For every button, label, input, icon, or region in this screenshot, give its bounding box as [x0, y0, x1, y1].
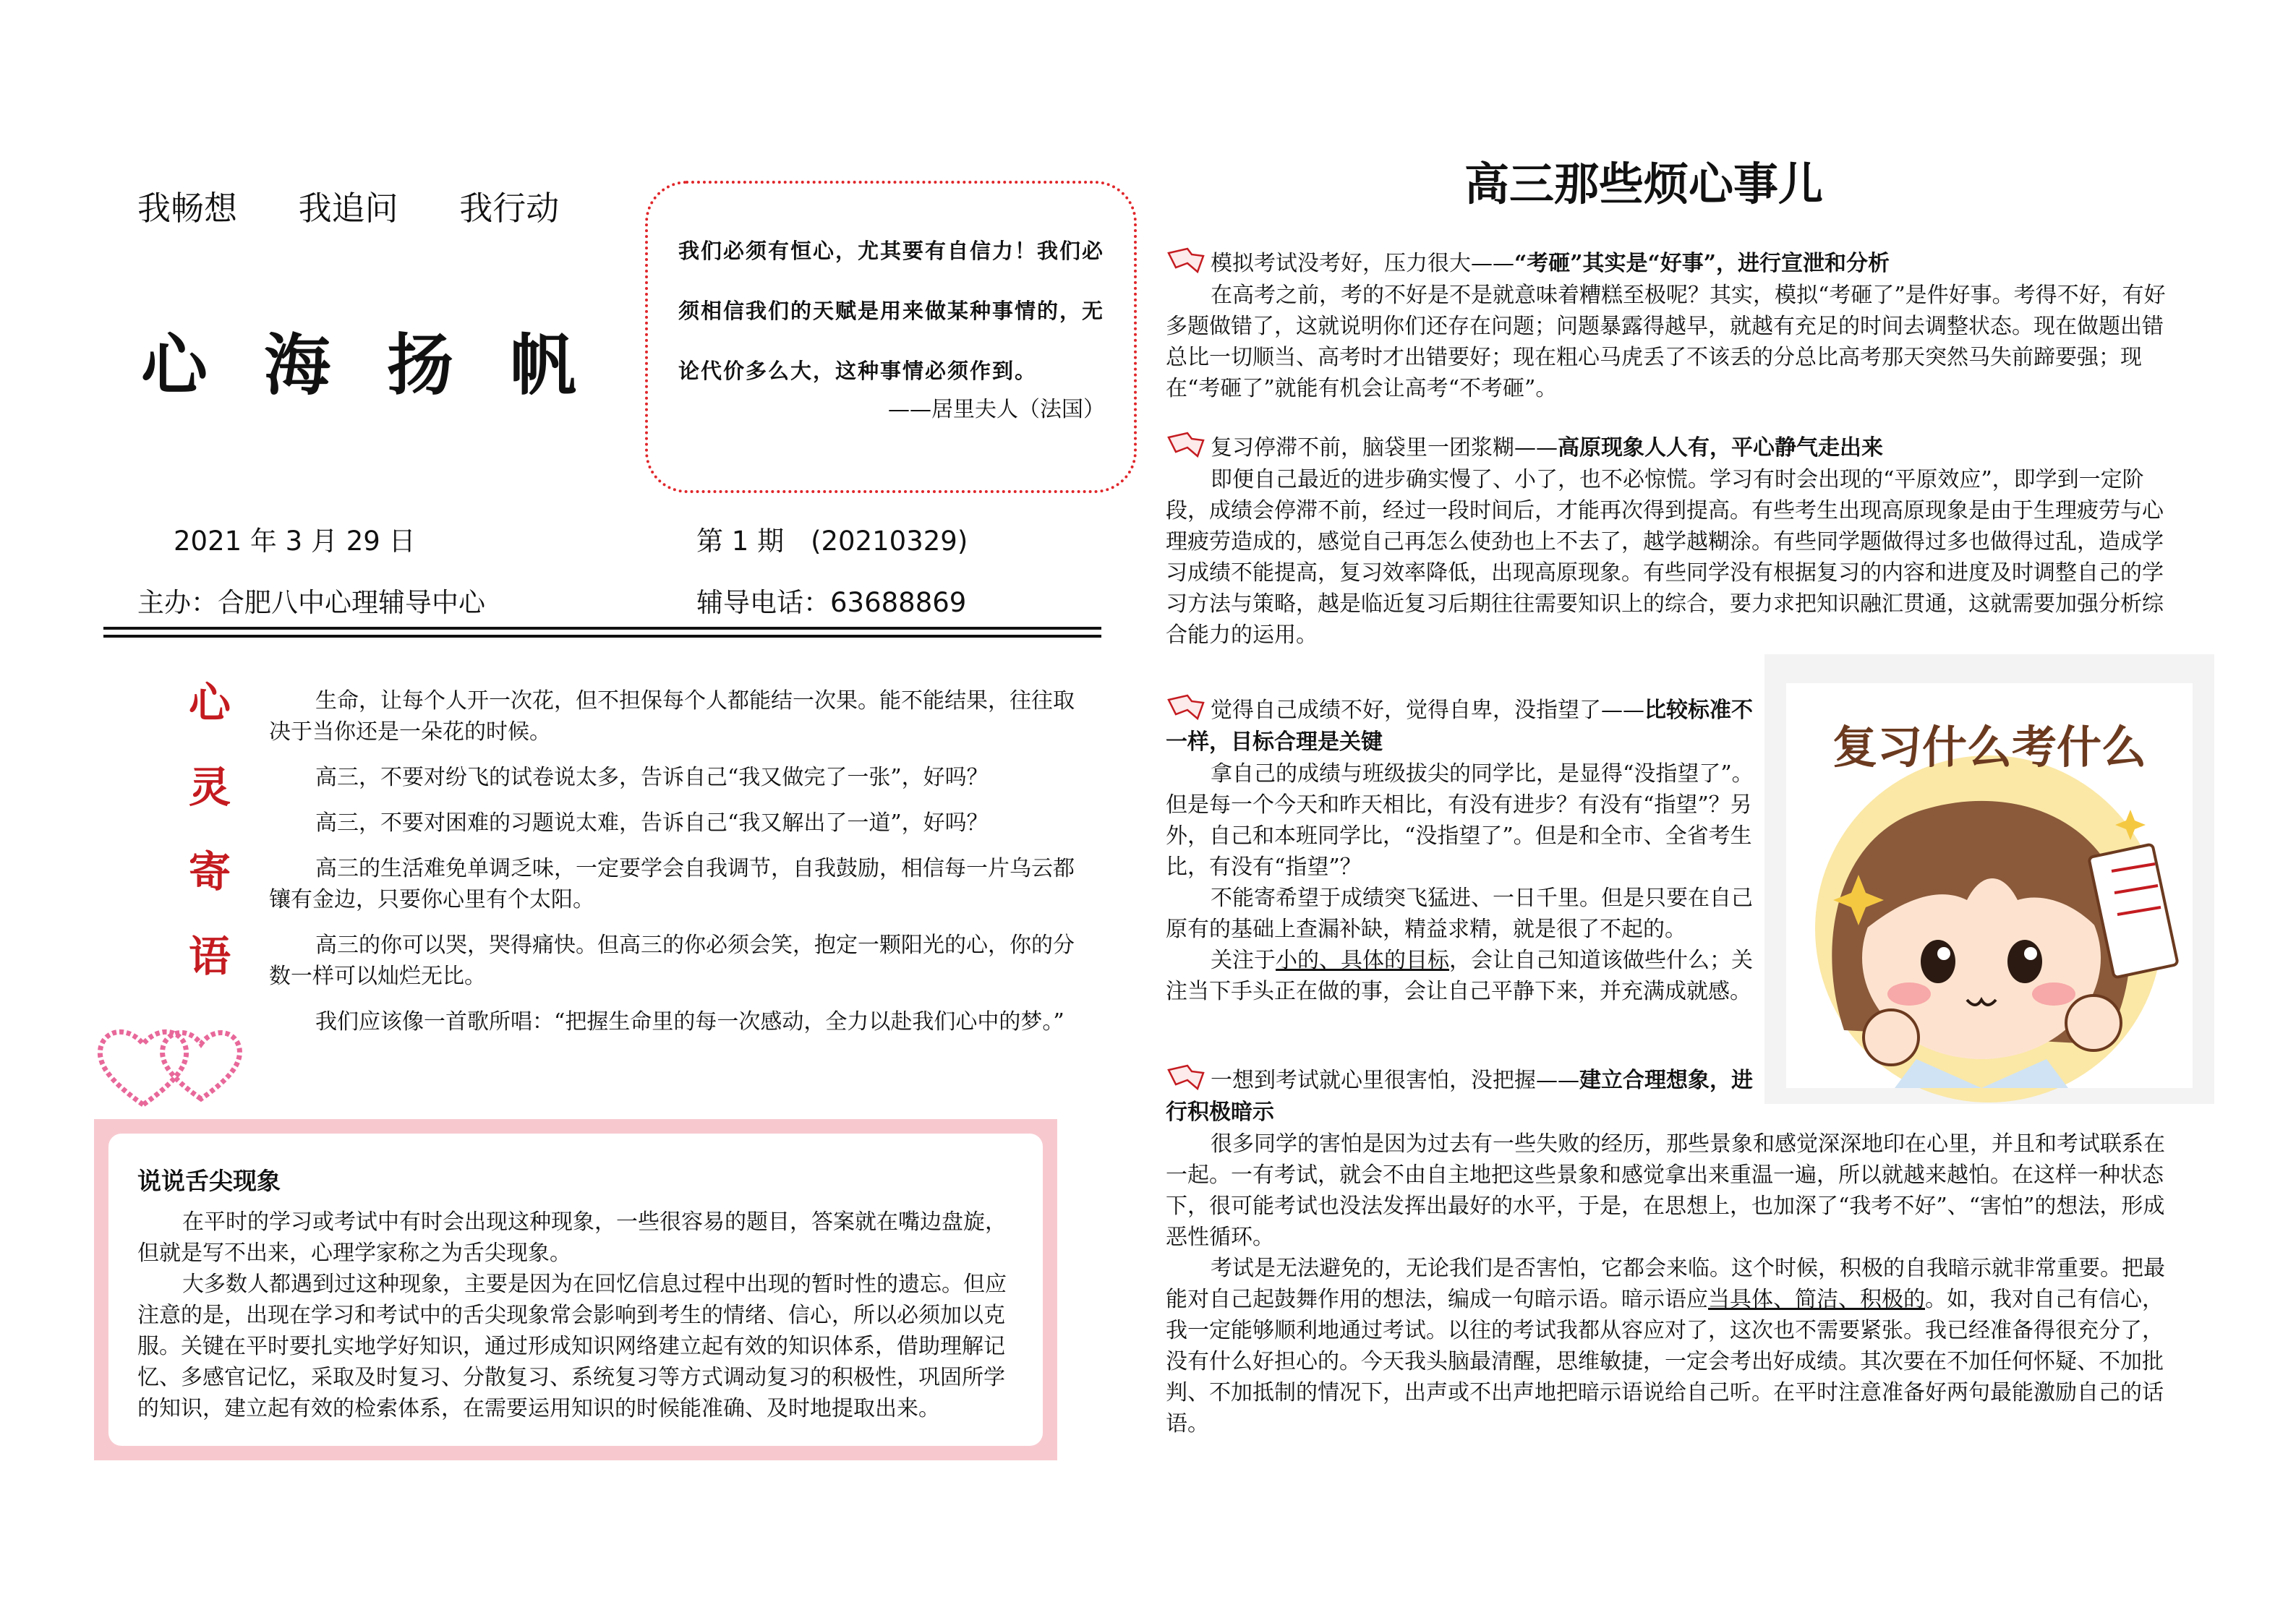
arrow-marker-icon — [1166, 246, 1208, 275]
arrow-marker-icon — [1166, 1063, 1208, 1092]
quote-box — [645, 181, 1137, 493]
vertical-section-title — [184, 669, 235, 1007]
soul-paragraph: 我们应该像一首歌所唱：“把握生命里的每一次感动，全力以赴我们心中的梦。” — [315, 1009, 1064, 1035]
slogan-2: 我追问 — [298, 189, 398, 228]
section-heading — [1166, 1063, 1759, 1129]
masthead-title: 心海扬帆 — [141, 326, 633, 404]
header-rule-bottom — [103, 635, 1101, 638]
tip-of-tongue-content — [108, 1134, 1043, 1446]
double-heart-icon — [93, 1018, 259, 1112]
soul-paragraph: 高三，不要对纷飞的试卷说太多，告诉自己“我又做完了一张”，好吗？ — [315, 765, 989, 790]
slogan-row — [137, 182, 610, 230]
section-body — [1166, 1253, 2178, 1439]
section-body: 不能寄希望于成绩突飞猛进、一日千里。但是只要在自己原有的基础上查漏补缺，精益求精，就是很了不起的。 — [1166, 886, 1753, 942]
heading-lead: 复习停滞不前，脑袋里一团浆糊—— — [1211, 435, 1558, 461]
section-body: 即便自己最近的进步确实慢了、小了，也不必惊慌。学习有时会出现的“平原效应”，即学到一定阶段，成绩会停滞不前，经过一段时间后，才能再次得到提高。有些考生出现高原现象是由于生理疲劳与心理疲劳造成的，感觉自己再怎么使劲也上不去了，越学越糊涂。有些同学题做得过多也做得过乱，造成学习成绩不能提高，复习效率降低，出现高原现象。有些同学没有根据复习的内容和进度及时调整自己的学习方法与策略，越是临近复习后期往往需要知识上的综合，要力求把知识融汇贯通，这就需要加强分析综合能力的运用。 — [1166, 467, 2164, 648]
section-body — [1166, 945, 1759, 1007]
quote-author: ——居里夫人（法国） — [888, 397, 1105, 422]
section-body: 很多同学的害怕是因为过去有一些失败的经历，那些景象和感觉深深地印在心里，并且和考试联系在一起。一有考试，就会不由自主地把这些景象和感觉拿出来重温一遍，所以就越来越怕。在这样一种状态下，很可能考试也没法发挥出最好的水平，于是，在思想上，也加深了“我考不好”、“害怕”的想法，形成恶性循环。 — [1166, 1131, 2165, 1250]
cartoon-sticker — [1764, 654, 2214, 1104]
quote-text: 我们必须有恒心，尤其要有自信力！我们必须相信我们的天赋是用来做某种事情的，无论代价多么大，这种事情必须作到。 — [678, 239, 1105, 383]
underlined-text: 当具体、简洁、积极的 — [1708, 1287, 1925, 1312]
section-exam-fear — [1166, 1063, 2178, 1439]
soul-message-body — [269, 685, 1079, 1052]
text-run: 关注于 — [1211, 948, 1276, 973]
issue-number: 第 1 期 (20210329) — [696, 526, 968, 557]
tongue-paragraph: 大多数人都遇到过这种现象，主要是因为在回忆信息过程中出现的暂时性的遗忘。但应注意的是，出现在学习和考试中的舌尖现象常会影响到考生的情绪、信心，所以必须加以克服。关键在平时要扎实地学好知识，通过形成知识网络建立起有效的知识体系，借助理解记忆、多感官记忆，采取及时复习、分散复习、系统复习等方式调动复习的积极性，巩固所学的知识，建立起有效的检索体系，在需要运用知识的时候能准确、及时地提取出来。 — [137, 1272, 1007, 1421]
vertical-char: 寄 — [188, 847, 231, 896]
section-heading — [1166, 693, 1759, 758]
heading-bold: 建立合理想象，进行积极暗示 — [1166, 1068, 1753, 1125]
text-run: 。如，我对自己有信心，我一定能够顺利地通过考试。以往的考试我都从容应对了，这次也不需要紧张。我已经准备得很充分了，没有什么好担心的。今天我头脑最清醒，思维敏捷，一定会考出好成绩。其次要在不加任何怀疑、不加批判、不加抵制的情况下，出声或不出声地把暗示语说给自己听。在平时注意准备好两句最能激励自己的话语。 — [1166, 1287, 2164, 1436]
text-run: ，会让自己知道该做些什么；关注当下手头正在做的事，会让自己平静下来，并充满成就感。 — [1166, 948, 1753, 1004]
soul-paragraph: 高三的你可以哭，哭得痛快。但高三的你必须会笑，抱定一颗阳光的心，你的分数一样可以灿烂无比。 — [269, 933, 1075, 989]
arrow-marker-icon — [1166, 430, 1208, 459]
soul-paragraph: 生命，让每个人开一次花，但不担保每个人都能结一次果。能不能结果，往往取决于当你还是一朵花的时候。 — [269, 688, 1075, 745]
tip-of-tongue-box — [94, 1119, 1057, 1460]
heading-lead: 觉得自己成绩不好，觉得自卑，没指望了—— — [1211, 698, 1644, 723]
host-organization: 主办：合肥八中心理辅导中心 — [137, 587, 485, 618]
issue-date: 2021 年 3 月 29 日 — [174, 526, 416, 557]
heading-lead: 一想到考试就心里很害怕，没把握—— — [1211, 1068, 1579, 1093]
section-low-confidence — [1166, 693, 1759, 1007]
vertical-char: 心 — [188, 678, 231, 727]
section-exam-failure — [1166, 246, 2178, 404]
text-run: 考试是无法避免的，无论我们是否害怕，它都会来临。这个时候，积极的自我暗示就非常重要。把最能对自己起鼓舞作用的想法，编成一句暗示语。暗示语应 — [1166, 1256, 2165, 1312]
vertical-char: 灵 — [188, 763, 231, 812]
tip-of-tongue-title: 说说舌尖现象 — [137, 1167, 281, 1195]
section-plateau — [1166, 430, 2178, 651]
underlined-text: 小的、具体的目标 — [1276, 948, 1449, 973]
slogan-3: 我行动 — [459, 189, 560, 228]
section-heading — [1166, 430, 2178, 464]
sticker-caption: 复习什么考什么 — [1832, 721, 2147, 774]
soul-paragraph: 高三，不要对困难的习题说太难，告诉自己“我又解出了一道”，好吗？ — [315, 810, 989, 836]
slogan-1: 我畅想 — [137, 189, 237, 228]
cartoon-girl-icon — [1764, 654, 2214, 1104]
vertical-char: 语 — [188, 932, 231, 981]
header-rule-top — [103, 627, 1101, 630]
section-body: 在高考之前，考的不好是不是就意味着糟糕至极呢？其实，模拟“考砸了”是件好事。考得不好，有好多题做错了，这就说明你们还存在问题；问题暴露得越早，就越有充足的时间去调整状态。现在做题出错总比一切顺当、高考时才出错要好；现在粗心马虎丢了不该丢的分总比高考那天突然马失前蹄要强；现在“考砸了”就能有机会让高考“不考砸”。 — [1166, 283, 2166, 401]
soul-paragraph: 高三的生活难免单调乏味，一定要学会自我调节，自我鼓励，相信每一片乌云都镶有金边，只要你心里有个太阳。 — [269, 856, 1075, 912]
heading-lead: 模拟考试没考好，压力很大—— — [1211, 251, 1514, 276]
heading-bold: 比较标准不一样，目标合理是关键 — [1166, 698, 1753, 755]
arrow-marker-icon — [1166, 693, 1208, 721]
heading-bold: “考砸”其实是“好事”，进行宣泄和分析 — [1514, 251, 1890, 276]
hotline-phone: 辅导电话：63688869 — [696, 587, 967, 618]
tongue-paragraph: 在平时的学习或考试中有时会出现这种现象，一些很容易的题目，答案就在嘴边盘旋，但就是写不出来，心理学家称之为舌尖现象。 — [137, 1209, 1007, 1266]
section-heading — [1166, 246, 2178, 280]
section-body: 拿自己的成绩与班级拔尖的同学比，是显得“没指望了”。但是每一个今天和昨天相比，有没有进步？有没有“指望”？另外，自己和本班同学比，“没指望了”。但是和全市、全省考生比，有没有“指望”？ — [1166, 761, 1754, 880]
right-page-title: 高三那些烦心事儿 — [1464, 158, 1824, 210]
heading-bold: 高原现象人人有，平心静气走出来 — [1558, 435, 1883, 461]
